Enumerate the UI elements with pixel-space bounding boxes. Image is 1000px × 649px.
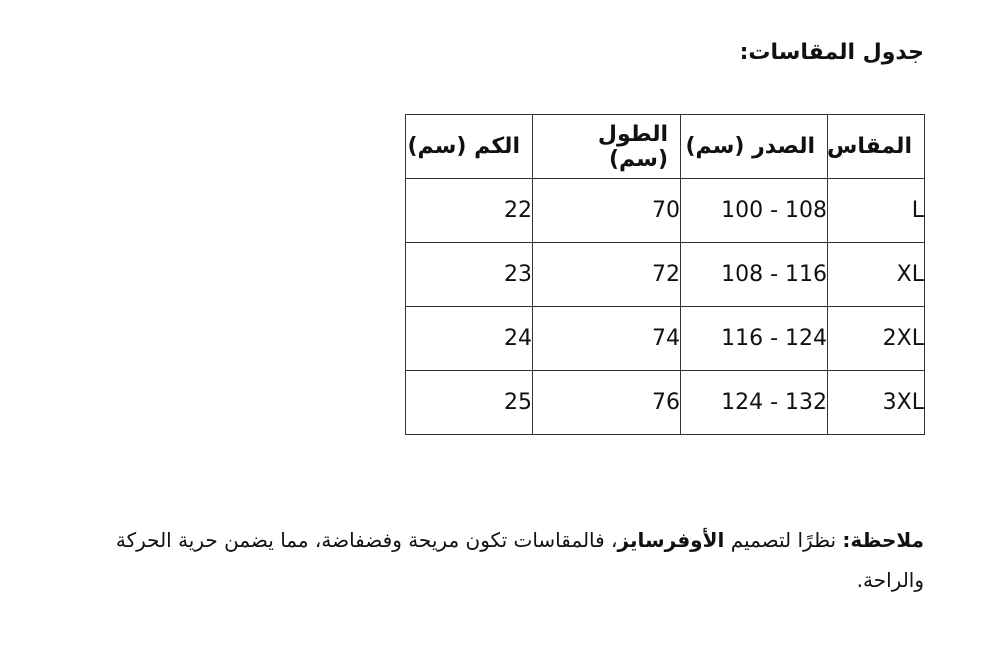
note-text-after: ، فالمقاسات تكون مريحة وفضفاضة، مما يضمن حرية الحركة والراحة. (115, 528, 924, 592)
note-highlight: الأوفرسايز (617, 528, 725, 552)
table-header-row (406, 115, 925, 179)
cell-length: 70 (533, 179, 681, 243)
header-length: الطول (سم) (533, 115, 681, 179)
note-label: ملاحظة: (842, 528, 924, 552)
table-row (406, 243, 925, 307)
table-row (406, 371, 925, 435)
cell-sleeve: 25 (406, 371, 533, 435)
cell-sleeve: 22 (406, 179, 533, 243)
header-chest: الصدر (سم) (681, 115, 828, 179)
note-text-before: نظرًا لتصميم (724, 528, 843, 552)
cell-size: XL (828, 243, 925, 307)
table-row (406, 179, 925, 243)
cell-length: 72 (533, 243, 681, 307)
size-chart-heading: جدول المقاسات: (739, 40, 924, 65)
header-size: المقاس (828, 115, 925, 179)
cell-length: 76 (533, 371, 681, 435)
cell-size: 3XL (828, 371, 925, 435)
fit-note (44, 520, 924, 600)
cell-chest: 100 - 108 (681, 179, 828, 243)
cell-chest: 116 - 124 (681, 307, 828, 371)
cell-length: 74 (533, 307, 681, 371)
cell-size: L (828, 179, 925, 243)
cell-size: 2XL (828, 307, 925, 371)
size-chart-table (405, 114, 925, 435)
table-row (406, 307, 925, 371)
cell-chest: 108 - 116 (681, 243, 828, 307)
cell-sleeve: 23 (406, 243, 533, 307)
cell-sleeve: 24 (406, 307, 533, 371)
cell-chest: 124 - 132 (681, 371, 828, 435)
header-sleeve: الكم (سم) (406, 115, 533, 179)
